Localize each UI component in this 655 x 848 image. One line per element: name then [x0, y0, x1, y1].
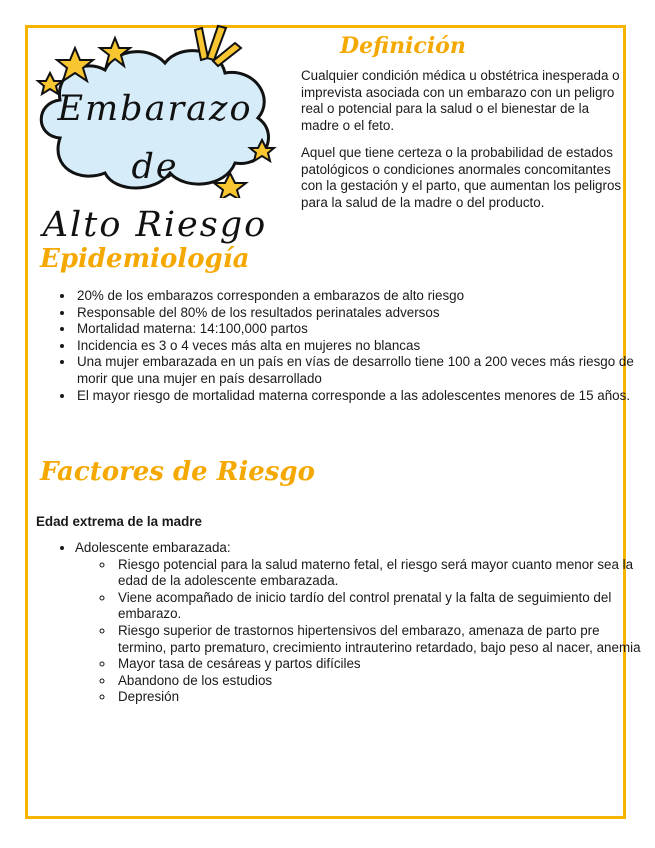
title-line-1: Embarazo de: [57, 89, 253, 187]
sub-list-item: ◦ Viene acompañado de inicio tardío del control prenatal y la falta de seguimiento del embarazo.: [115, 590, 650, 623]
sub-list-item: ◦ Riesgo superior de trastornos hipertensivos del embarazo, amenaza de parto pre termino, parto prematuro, crecimiento intrauterino retardado, bajo peso al nacer, anemia: [115, 623, 650, 656]
sub-list-item: ◦ Riesgo potencial para la salud materno fetal, el riesgo será mayor cuanto menor sea la edad de la adolescente embarazada.: [115, 557, 650, 590]
list-item: • Mortalidad materna: 14:100,000 partos: [75, 321, 650, 338]
epidemiologia-heading: Epidemiología: [40, 244, 250, 274]
sub-list-item: ◦ Mayor tasa de cesáreas y partos difíciles: [115, 656, 650, 673]
factores-list: [40, 540, 650, 706]
definicion-paragraph: Aquel que tiene certeza o la probabilidad de estados patológicos o condiciones anormales concomitantes con la gestación y el parto, que aumentan los peligros para la salud de la madre o del producto.: [301, 144, 622, 210]
list-item: [75, 540, 650, 706]
definicion-heading: Definición: [340, 33, 466, 59]
sub-list-item: ◦ Abandono de los estudios: [115, 673, 650, 690]
sub-list-item: ◦ Depresión: [115, 689, 650, 706]
ray-icon: [195, 26, 241, 66]
definicion-text: [301, 68, 626, 222]
factores-heading: Factores de Riesgo: [40, 457, 315, 487]
factores-subheading: Edad extrema de la madre: [36, 514, 202, 529]
list-item: • Responsable del 80% de los resultados perinatales adversos: [75, 305, 650, 322]
group-label: Adolescente embarazada:: [75, 540, 231, 555]
list-item: • Incidencia es 3 o 4 veces más alta en mujeres no blancas: [75, 338, 650, 355]
definicion-paragraph: Cualquier condición médica u obstétrica inesperada o imprevista asociada con un embarazo con un peligro real o potencial para la salud o el bienestar de la madre o el feto.: [301, 68, 620, 134]
list-item: • El mayor riesgo de mortalidad materna corresponde a las adolescentes menores de 15 años.: [75, 388, 650, 405]
epidemiologia-list: [40, 288, 650, 404]
list-item: • 20% de los embarazos corresponden a embarazos de alto riesgo: [75, 288, 650, 305]
title-line-2: Alto Riesgo: [42, 205, 268, 245]
page-title: [30, 80, 280, 254]
list-item: • Una mujer embarazada en un país en vías de desarrollo tiene 100 a 200 veces más riesgo de morir que una mujer en país desarrollado: [75, 354, 650, 387]
factores-sublist: [75, 557, 650, 706]
